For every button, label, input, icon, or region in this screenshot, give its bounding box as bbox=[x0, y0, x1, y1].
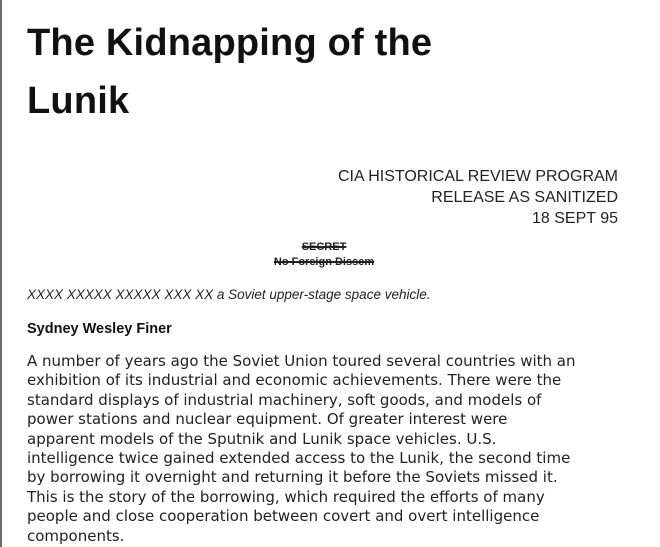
body-line: apparent models of the Sputnik and Lunik space vehicles. U.S. bbox=[27, 429, 497, 448]
body-line: exhibition of its industrial and economic achievements. There were the bbox=[27, 371, 562, 390]
redacted-summary: XXXX XXXXX XXXXX XXX XX a Soviet upper-stage space vehicle. bbox=[27, 287, 431, 302]
classification-level: SECRET bbox=[301, 241, 347, 253]
body-line: by borrowing it overnight and returning it before the Soviets missed it. bbox=[27, 468, 558, 487]
body-line: power stations and nuclear equipment. Of greater interest were bbox=[27, 410, 508, 429]
release-date: 18 SEPT 95 bbox=[532, 210, 618, 227]
body-line: people and close cooperation between covert and overt intelligence bbox=[27, 507, 540, 526]
body-line: intelligence twice gained extended access to the Lunik, the second time bbox=[27, 449, 571, 468]
classification-caveat: No Foreign Dissem bbox=[273, 256, 375, 268]
body-line: components. bbox=[27, 526, 125, 545]
release-program: CIA HISTORICAL REVIEW PROGRAM bbox=[337, 168, 618, 185]
body-line: This is the story of the borrowing, which required the efforts of many bbox=[27, 487, 545, 506]
document-title bbox=[27, 14, 627, 130]
body-paragraph bbox=[27, 352, 627, 546]
release-status: RELEASE AS SANITIZED bbox=[431, 189, 618, 206]
body-line: standard displays of industrial machinery, soft goods, and models of bbox=[27, 390, 542, 409]
title-line-1: The Kidnapping of the bbox=[27, 22, 433, 64]
body-line: A number of years ago the Soviet Union toured several countries with an bbox=[27, 352, 576, 370]
page-left-border bbox=[0, 0, 2, 547]
title-line-2: Lunik bbox=[27, 80, 130, 122]
release-stamp bbox=[338, 166, 618, 229]
author-name: Sydney Wesley Finer bbox=[27, 321, 172, 337]
classification-marking bbox=[0, 240, 648, 270]
